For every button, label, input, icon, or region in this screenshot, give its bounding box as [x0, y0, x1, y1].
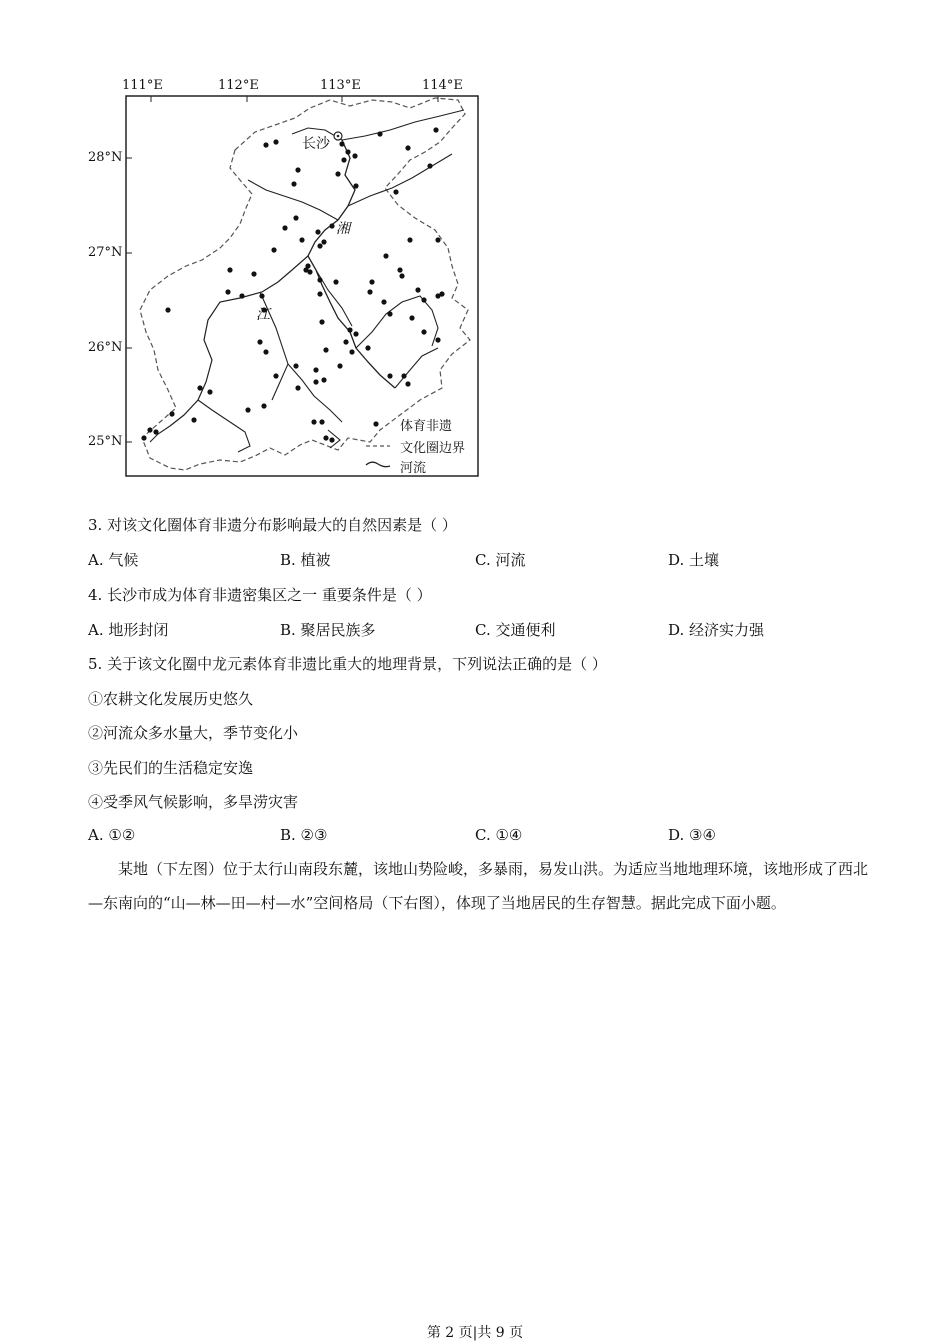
q3-option-d[interactable]: D. 土壤	[668, 551, 720, 569]
q3-option-a[interactable]: A. 气候	[88, 551, 139, 569]
legend-river-label: 河流	[400, 461, 427, 476]
q5-statement-2: ②河流众多水量大，季节变化小	[88, 724, 299, 742]
river-label-xiang: 湘	[336, 221, 350, 237]
question-4-stem: 4. 长沙市成为体育非遗密集区之一 重要条件是（ ）	[88, 586, 432, 604]
heritage-map	[80, 70, 500, 490]
lat-label-26: 26°N	[88, 340, 123, 355]
lat-label-25: 25°N	[88, 434, 123, 449]
q5-statement-4: ④受季风气候影响，多旱涝灾害	[88, 793, 299, 811]
q3-option-c[interactable]: C. 河流	[475, 551, 526, 569]
heritage-dots	[141, 127, 444, 442]
q5-option-d[interactable]: D. ③④	[668, 826, 716, 844]
lat-label-28: 28°N	[88, 150, 123, 165]
river-trib-8	[342, 110, 464, 140]
q4-option-a[interactable]: A. 地形封闭	[88, 621, 169, 639]
legend-dot-label: 体育非遗	[400, 419, 453, 434]
q5-option-c[interactable]: C. ①④	[475, 826, 523, 844]
q4-option-c[interactable]: C. 交通便利	[475, 621, 556, 639]
q4-option-b[interactable]: B. 聚居民族多	[280, 621, 376, 639]
q4-option-d[interactable]: D. 经济实力强	[668, 621, 765, 639]
question-3-stem: 3. 对该文化圈体育非遗分布影响最大的自然因素是（ ）	[88, 516, 457, 534]
river-trib-10	[395, 348, 438, 388]
lat-label-27: 27°N	[88, 245, 123, 260]
passage-paragraph: 某地（下左图）位于太行山南段东麓，该地山势险峻，多暴雨，易发山洪。为适应当地地理环境，该地形成了西北—东南向的“山—林—田—村—水”空间格局（下右图），体现了当地居民的生存智慧。据此完成下面小题。	[88, 860, 869, 912]
legend-dashed-label: 文化圈边界	[400, 441, 466, 456]
river-trib-11	[198, 400, 250, 452]
lon-label-114: 114°E	[422, 78, 463, 93]
changsha-label: 长沙	[302, 136, 330, 152]
river-trib-4	[356, 296, 438, 348]
q5-statement-3: ③先民们的生活稳定安逸	[88, 759, 254, 777]
lon-label-111: 111°E	[122, 78, 163, 93]
page-footer: 第 2 页|共 9 页	[426, 1325, 524, 1341]
q3-option-b[interactable]: B. 植被	[280, 551, 331, 569]
river-label-jiang: 江	[256, 307, 270, 323]
river-trib-9	[288, 364, 342, 422]
q5-statement-1: ①农耕文化发展历史悠久	[88, 690, 254, 708]
question-5-stem: 5. 关于该文化圈中龙元素体育非遗比重大的地理背景，下列说法正确的是（ ）	[88, 655, 607, 673]
q5-option-a[interactable]: A. ①②	[88, 826, 136, 844]
river-trib-1	[170, 256, 308, 426]
river-trib-5	[348, 154, 452, 206]
q5-option-b[interactable]: B. ②③	[280, 826, 328, 844]
lon-label-112: 112°E	[218, 78, 259, 93]
lon-label-113: 113°E	[320, 78, 361, 93]
